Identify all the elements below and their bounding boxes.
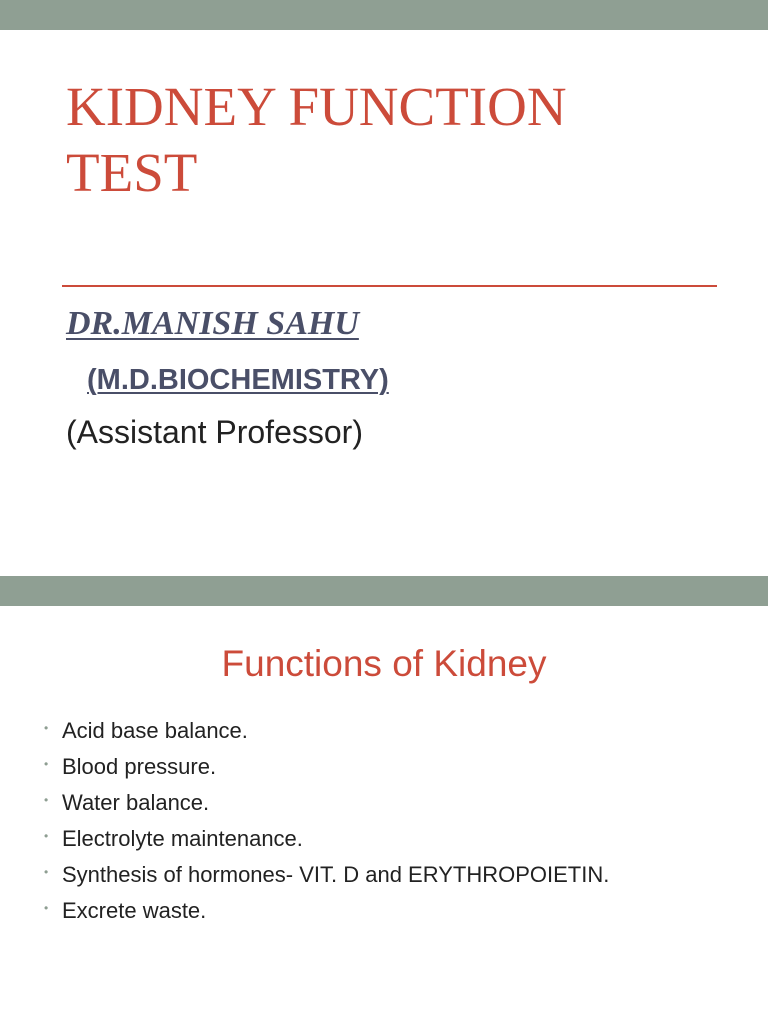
bullet-text: Electrolyte maintenance. [62,826,303,851]
bullet-item [44,857,609,893]
slide-top-bar [0,0,768,30]
slide-top-bar [0,576,768,606]
bullet-dot-icon: • [44,757,49,771]
title-divider [62,285,717,287]
slide-title: KIDNEY FUNCTION TEST [66,76,567,203]
bullet-dot-icon: • [44,793,49,807]
bullet-dot-icon: • [44,721,49,735]
bullet-dot-icon: • [44,865,49,879]
bullet-item [44,713,609,749]
slide-heading: Functions of Kidney [221,643,547,684]
bullet-text: Blood pressure. [62,754,217,779]
bullet-item [44,821,609,857]
author-degree: (M.D.BIOCHEMISTRY) [87,364,389,396]
author-position: (Assistant Professor) [66,414,363,450]
bullet-list [44,713,609,929]
bullet-text: Excrete waste. [62,898,207,923]
content-slide [0,576,768,1024]
author-name: DR.MANISH SAHU [66,305,359,342]
bullet-text: Acid base balance. [62,718,248,743]
bullet-dot-icon: • [44,829,49,843]
bullet-dot-icon: • [44,901,49,915]
bullet-text: Water balance. [62,790,210,815]
bullet-text: Synthesis of hormones- VIT. D and ERYTHROPOIETIN. [62,862,610,887]
bullet-item [44,785,609,821]
bullet-item [44,893,609,929]
bullet-item [44,749,609,785]
